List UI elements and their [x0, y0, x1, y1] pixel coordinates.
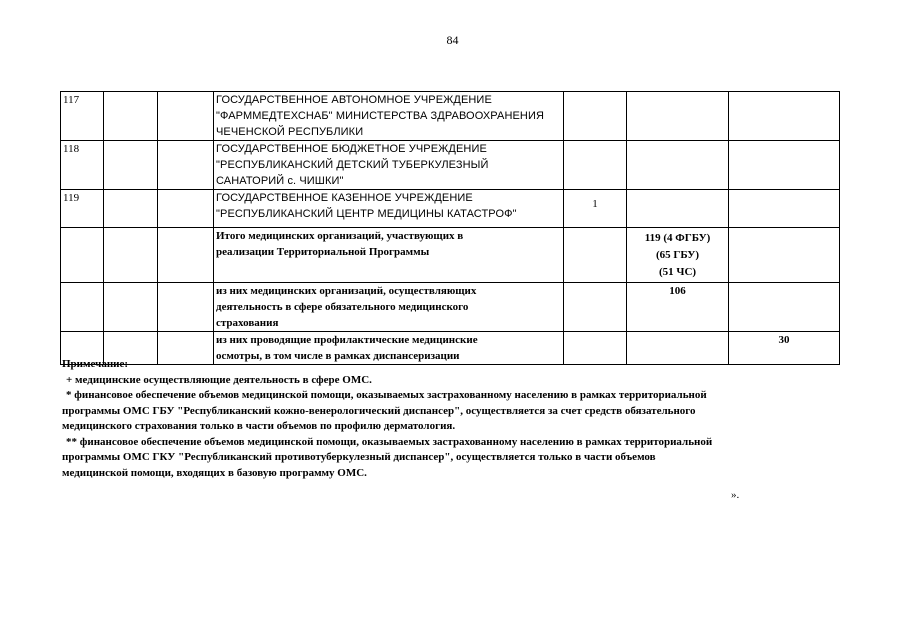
organization-name-line: ГОСУДАРСТВЕННОЕ АВТОНОМНОЕ УЧРЕЖДЕНИЕ — [216, 94, 492, 106]
total-value-line: 119 (4 ФГБУ) — [644, 232, 711, 244]
value-cell — [729, 190, 840, 228]
organization-name-line: ГОСУДАРСТВЕННОЕ БЮДЖЕТНОЕ УЧРЕЖДЕНИЕ — [216, 143, 487, 155]
empty-cell — [104, 190, 158, 228]
total-row — [61, 228, 840, 283]
empty-cell — [61, 283, 104, 332]
prof-value: 30 — [729, 332, 840, 365]
value-cell — [627, 92, 729, 141]
total-label — [214, 228, 564, 283]
note-line: ** финансовое обеспечение объемов медицинской помощи, оказываемых застрахованному населению в рамках территориальной — [66, 435, 713, 448]
total-value — [627, 228, 729, 283]
notes-block — [62, 357, 842, 481]
oms-row — [61, 283, 840, 332]
empty-cell — [104, 228, 158, 283]
oms-label-line: страхования — [216, 317, 279, 329]
empty-cell — [729, 283, 840, 332]
empty-cell — [158, 190, 214, 228]
total-label-line: реализации Территориальной Программы — [216, 246, 430, 258]
note-line: медицинского страхования только в части объемов по профилю дерматология. — [62, 420, 456, 432]
oms-value: 106 — [627, 283, 729, 332]
empty-cell — [564, 283, 627, 332]
organization-name-line: ЧЕЧЕНСКОЙ РЕСПУБЛИКИ — [216, 126, 364, 138]
note-line: программы ОМС ГКУ "Республиканский противотуберкулезный диспансер", осуществляется только в части объемов — [62, 451, 656, 463]
organization-name-line: "РЕСПУБЛИКАНСКИЙ ДЕТСКИЙ ТУБЕРКУЛЕЗНЫЙ — [216, 159, 489, 171]
notes-heading: Примечание: — [62, 358, 129, 370]
empty-cell — [158, 92, 214, 141]
prof-label-line: осмотры, в том числе в рамках диспансеризации — [216, 350, 460, 362]
value-cell — [729, 141, 840, 190]
total-value-line: (65 ГБУ) — [655, 249, 700, 261]
oms-label-line: деятельность в сфере обязательного медицинского — [216, 301, 469, 313]
empty-cell — [158, 283, 214, 332]
total-value-line: (51 ЧС) — [658, 266, 697, 278]
organization-name — [214, 190, 564, 228]
organization-name-line: САНАТОРИЙ с. ЧИШКИ" — [216, 175, 344, 187]
value-cell — [729, 92, 840, 141]
note-line: медицинской помощи, входящих в базовую программу ОМС. — [62, 466, 367, 479]
empty-cell — [61, 228, 104, 283]
page-number: 84 — [446, 33, 459, 47]
row-number: 118 — [61, 141, 104, 190]
note-line: программы ОМС ГБУ "Республиканский кожно-венерологический диспансер", осуществляется за счет средств обязательного — [62, 404, 696, 417]
value-cell: 1 — [564, 190, 627, 228]
empty-cell — [158, 141, 214, 190]
organizations-table — [60, 91, 840, 365]
total-label-line: Итого медицинских организаций, участвующих в — [216, 230, 464, 242]
row-number: 117 — [61, 92, 104, 141]
value-cell — [564, 141, 627, 190]
oms-label — [214, 283, 564, 332]
empty-cell — [729, 228, 840, 283]
value-cell — [627, 141, 729, 190]
note-line: * финансовое обеспечение объемов медицинской помощи, оказываемых застрахованному населению в рамках территориальной — [66, 389, 707, 401]
value-cell — [564, 92, 627, 141]
prof-label-line: из них проводящие профилактические медицинские — [216, 334, 478, 346]
note-line: + медицинские осуществляющие деятельность в сфере ОМС. — [66, 373, 372, 386]
table-row — [61, 92, 840, 141]
table-row — [61, 141, 840, 190]
organization-name-line: "ФАРММЕДТЕХСНАБ" МИНИСТЕРСТВА ЗДРАВООХРАНЕНИЯ — [216, 110, 545, 122]
empty-cell — [158, 228, 214, 283]
organization-name-line: "РЕСПУБЛИКАНСКИЙ ЦЕНТР МЕДИЦИНЫ КАТАСТРОФ" — [216, 208, 517, 220]
empty-cell — [564, 228, 627, 283]
empty-cell — [104, 141, 158, 190]
organization-name — [214, 141, 564, 190]
empty-cell — [104, 92, 158, 141]
empty-cell — [104, 283, 158, 332]
oms-label-line: из них медицинских организаций, осуществляющих — [216, 285, 477, 297]
value-cell — [627, 190, 729, 228]
closing-quote: ». — [731, 489, 740, 501]
organization-name-line: ГОСУДАРСТВЕННОЕ КАЗЕННОЕ УЧРЕЖДЕНИЕ — [216, 192, 473, 204]
table-row — [61, 190, 840, 228]
organization-name — [214, 92, 564, 141]
row-number: 119 — [61, 190, 104, 228]
